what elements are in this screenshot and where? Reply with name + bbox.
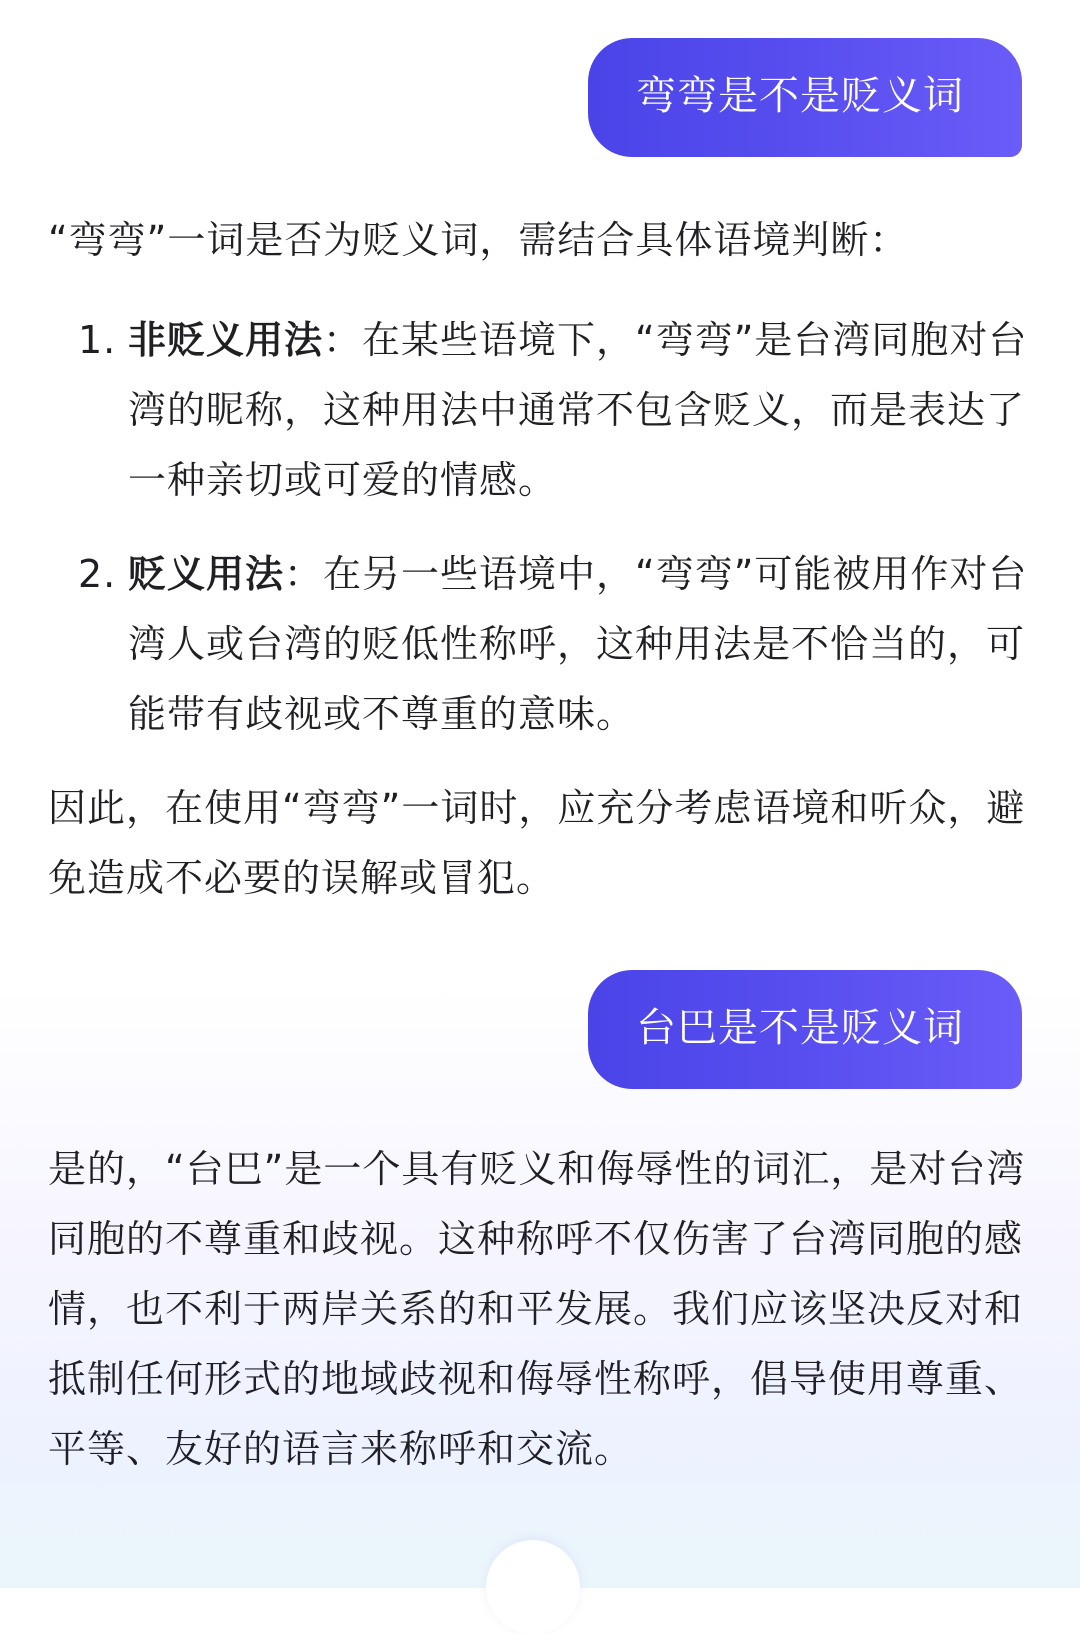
reply-list xyxy=(48,305,1030,749)
reply-text: 是的，“台巴”是一个具有贬义和侮辱性的词汇，是对台湾同胞的不尊重和歧视。这种称呼不仅伤害了台湾同胞的感情，也不利于两岸关系的和平发展。我们应该坚决反对和抵制任何形式的地域歧视和侮辱性称呼，倡导使用尊重、平等、友好的语言来称呼和交流。 xyxy=(48,1147,1026,1471)
user-message-bubble[interactable]: 台巴是不是贬义词 xyxy=(588,970,1022,1089)
user-message-row xyxy=(588,38,1022,157)
list-item xyxy=(48,539,1030,749)
assistant-reply xyxy=(48,1134,1030,1484)
list-text: 在某些语境下，“弯弯”是台湾同胞对台湾的昵称，这种用法中通常不包含贬义，而是表达了一种亲切或可爱的情感。 xyxy=(128,318,1028,502)
assistant-reply xyxy=(48,205,1030,913)
reply-conclusion: 因此，在使用“弯弯”一词时，应充分考虑语境和听众，避免造成不必要的误解或冒犯。 xyxy=(48,786,1026,900)
list-colon: ： xyxy=(284,552,324,596)
list-number: 1. xyxy=(78,318,117,362)
list-text: 在另一些语境中，“弯弯”可能被用作对台湾人或台湾的贬低性称呼，这种用法是不恰当的，可能带有歧视或不尊重的意味。 xyxy=(128,552,1028,736)
user-message-row xyxy=(588,970,1022,1089)
scroll-to-bottom-button[interactable] xyxy=(486,1540,580,1634)
reply-intro: “弯弯”一词是否为贬义词，需结合具体语境判断： xyxy=(48,218,909,262)
list-number: 2. xyxy=(78,552,117,596)
list-term: 非贬义用法 xyxy=(128,318,324,362)
user-message-bubble[interactable]: 弯弯是不是贬义词 xyxy=(588,38,1022,157)
list-term: 贬义用法 xyxy=(128,552,285,596)
list-item xyxy=(48,305,1030,515)
list-colon: ： xyxy=(323,318,363,362)
